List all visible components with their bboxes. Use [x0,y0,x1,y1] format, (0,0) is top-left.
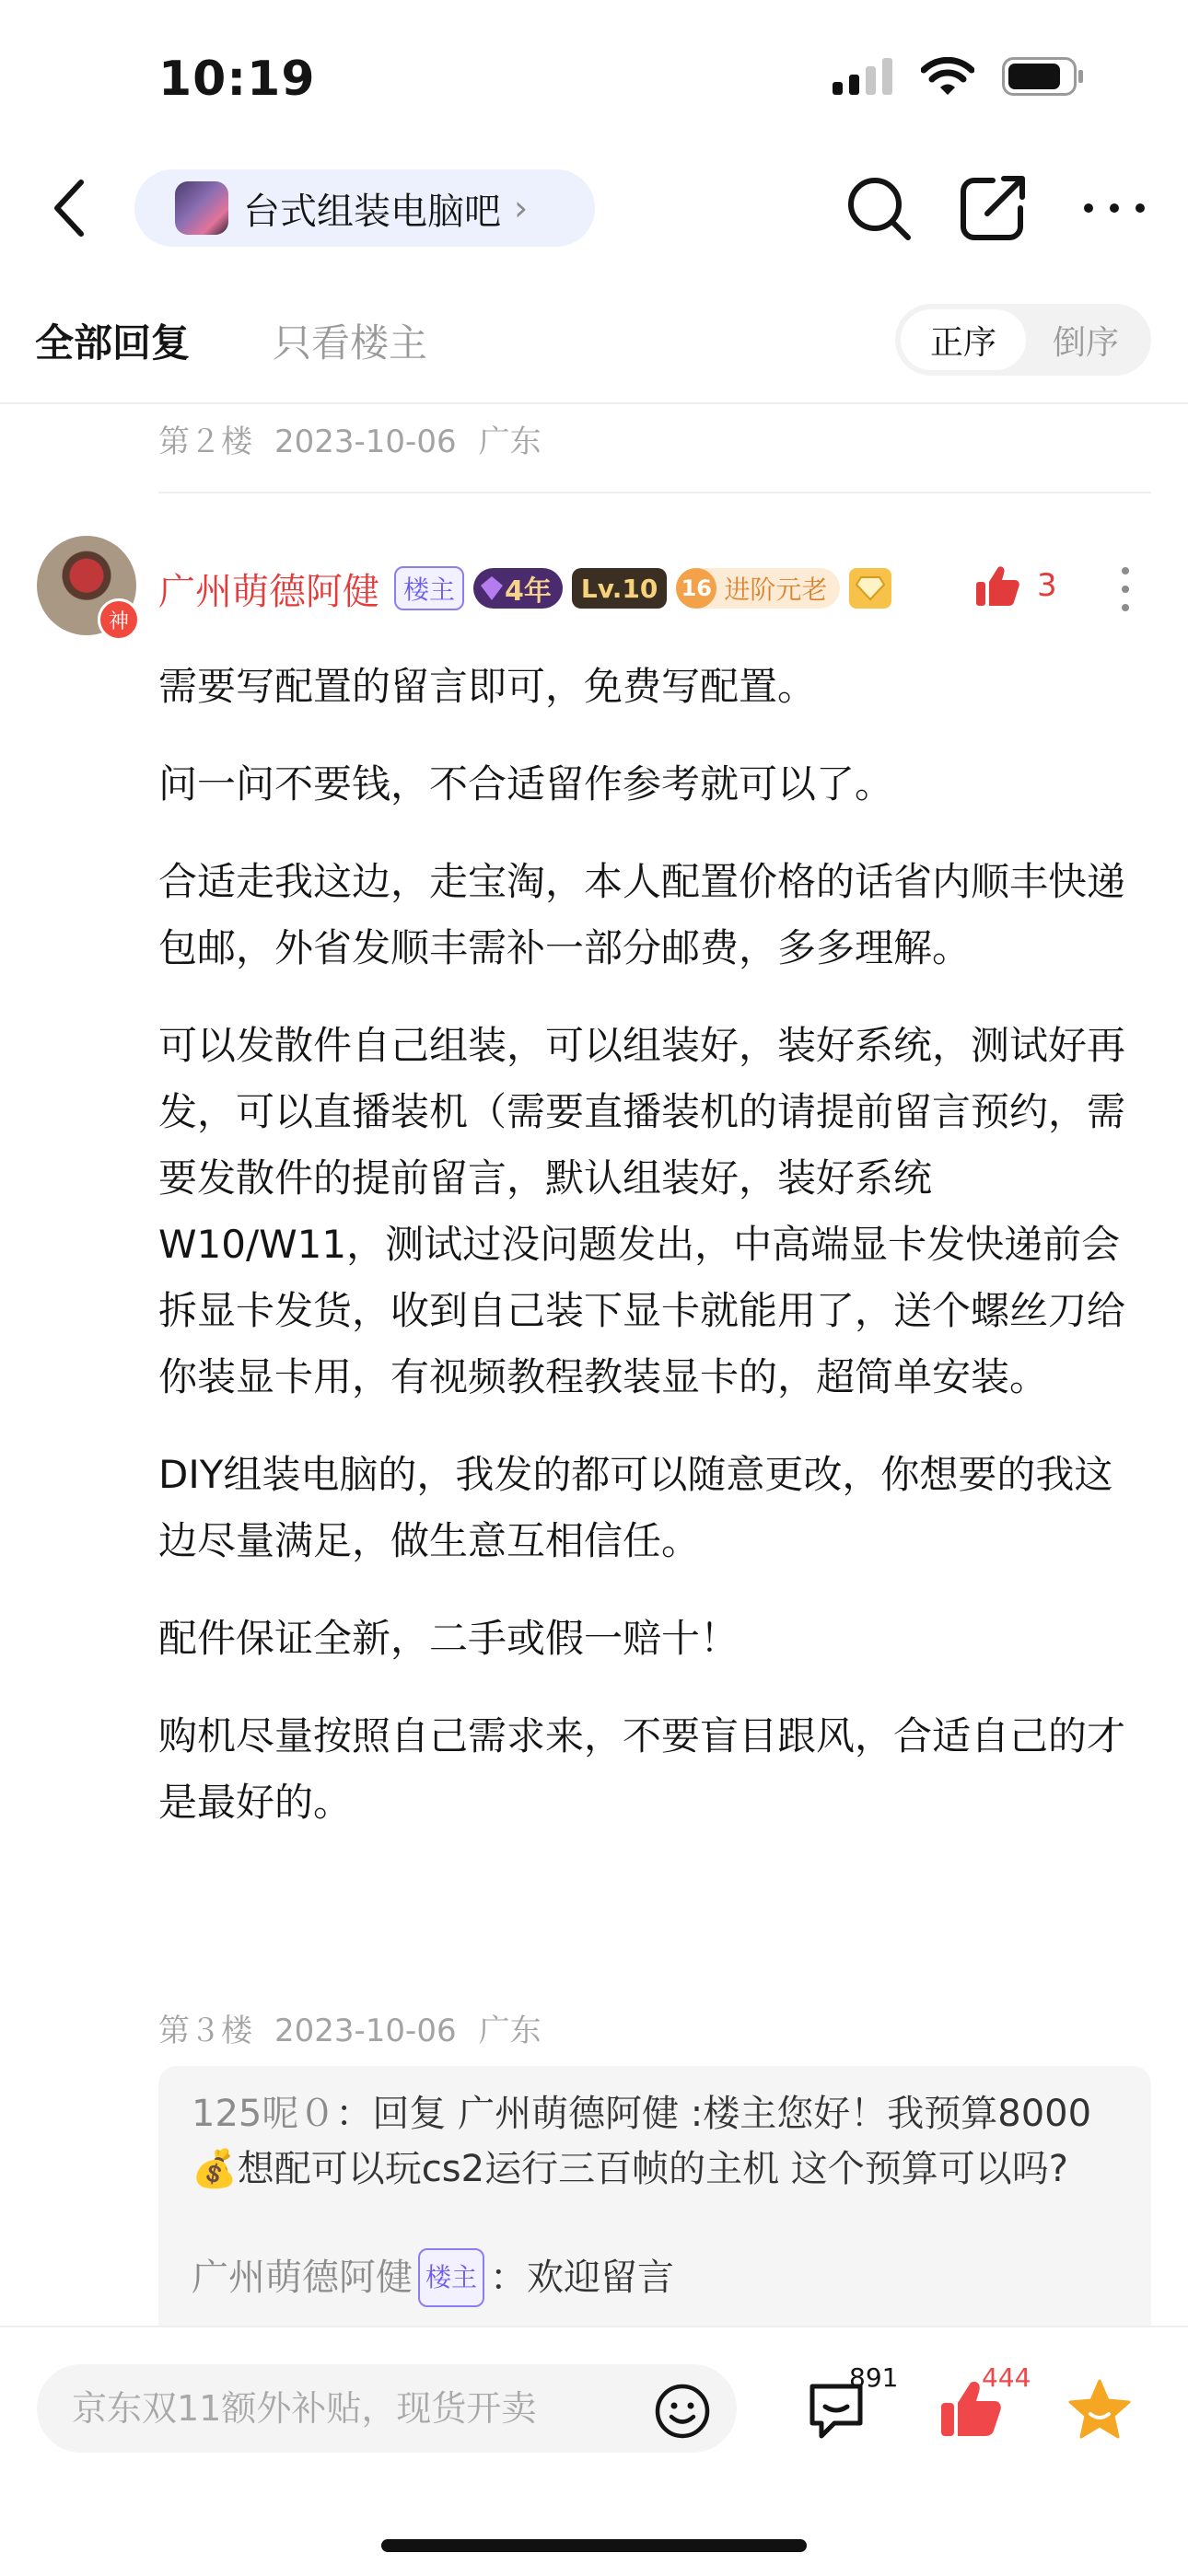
order-asc-button[interactable]: 正序 [901,309,1026,370]
forum-pill[interactable] [134,169,595,247]
comment-input[interactable] [37,2364,737,2453]
floor-date: 2023-10-06 [274,2013,457,2049]
comment-count: 891 [849,2362,899,2393]
back-icon[interactable] [44,173,99,243]
floor-date: 2023-10-06 [274,424,457,460]
sub-replies[interactable] [158,2066,1151,2342]
year-badge-label: 4年 [505,575,552,608]
home-indicator [381,2539,807,2552]
floor-number: 第３楼 [158,2013,252,2049]
level-badge: Lv.10 [572,568,667,609]
op-badge: 楼主 [418,2248,484,2307]
post-like[interactable] [974,563,1057,608]
like-count: 3 [1037,567,1057,604]
author-row [158,562,891,615]
order-desc-button[interactable]: 倒序 [1052,323,1119,362]
year-badge [473,568,563,609]
floor-location: 广东 [478,424,542,460]
sub-reply-user[interactable]: 125呢０ [192,2093,336,2135]
op-badge: 楼主 [394,566,464,610]
share-icon[interactable] [954,169,1031,247]
post-paragraph: 合适走我这边，走宝淘，本人配置价格的话省内顺丰快递包邮，外省发顺丰需补一部分邮费，多多理解。 [158,859,1126,970]
wifi-icon [921,57,974,96]
more-icon[interactable] [1076,169,1153,247]
diamond-icon [479,574,505,602]
post-paragraph: 问一问不要钱，不合适留作参考就可以了。 [158,761,894,806]
like-count-total: 444 [982,2362,1031,2393]
forum-avatar [175,181,228,235]
post-body [158,654,1135,1867]
post-more-icon[interactable] [1114,562,1136,617]
tab-all-replies[interactable]: 全部回复 [35,320,191,366]
post-paragraph: 需要写配置的留言即可，免费写配置。 [158,664,817,709]
sub-reply-item[interactable] [192,2086,1122,2197]
sub-reply-text: ：欢迎留言 [490,2257,675,2299]
author-name[interactable]: 广州萌德阿健 [158,570,379,613]
favorite-star-icon[interactable] [1065,2375,1135,2445]
floor2-meta [158,416,564,461]
tab-only-op[interactable]: 只看楼主 [273,320,428,366]
rank-title: 进阶元老 [724,574,828,605]
order-toggle[interactable] [895,304,1151,376]
post-paragraph: 配件保证全新，二手或假一赔十！ [158,1616,740,1661]
thumbs-up-icon [974,563,1020,608]
status-icons [833,57,1085,96]
god-badge: 神 [98,598,140,641]
floor3-meta [158,2005,564,2050]
sub-reply-text: ：回复 广州萌德阿健 :楼主您好！我预算8000💰想配可以玩cs2运行三百帧的主机 这个预算可以吗? [192,2093,1092,2190]
post-paragraph: 购机尽量按照自己需求来，不要盲目跟风，合适自己的才是最好的。 [158,1713,1126,1825]
battery-icon [1002,57,1085,96]
floor-location: 广东 [478,2013,542,2049]
signal-icon [833,58,893,95]
forum-name: 台式组装电脑吧 [243,190,501,233]
post-paragraph: 可以发散件自己组装，可以组装好，装好系统，测试好再发，可以直播装机（需要直播装机的请提前留言预约，需要发散件的提前留言，默认组装好，装好系统W10/W11，测试过没问题发出，中高端显卡发快递前会拆显卡发货，收到自己装下显卡就能用了，送个螺丝刀给你装显卡用，有视频教程教装显卡的，超简单安装。 [158,1023,1126,1399]
sub-reply-user[interactable]: 广州萌德阿健 [192,2257,413,2299]
header-divider [0,402,1188,404]
sub-reply-item[interactable] [192,2248,674,2307]
rank-number: 16 [676,568,716,609]
post-separator [158,492,1151,493]
chevron-right-icon: › [514,188,529,228]
post-paragraph: DIY组装电脑的，我发的都可以随意更改，你想要的我这边尽量满足，做生意互相信任。 [158,1452,1113,1563]
rank-badge [676,568,840,609]
search-icon[interactable] [840,169,917,247]
status-time: 10:19 [158,52,316,107]
emoji-icon[interactable] [654,2383,711,2440]
floor-number: 第２楼 [158,424,252,460]
gem-badge-icon [849,568,891,609]
